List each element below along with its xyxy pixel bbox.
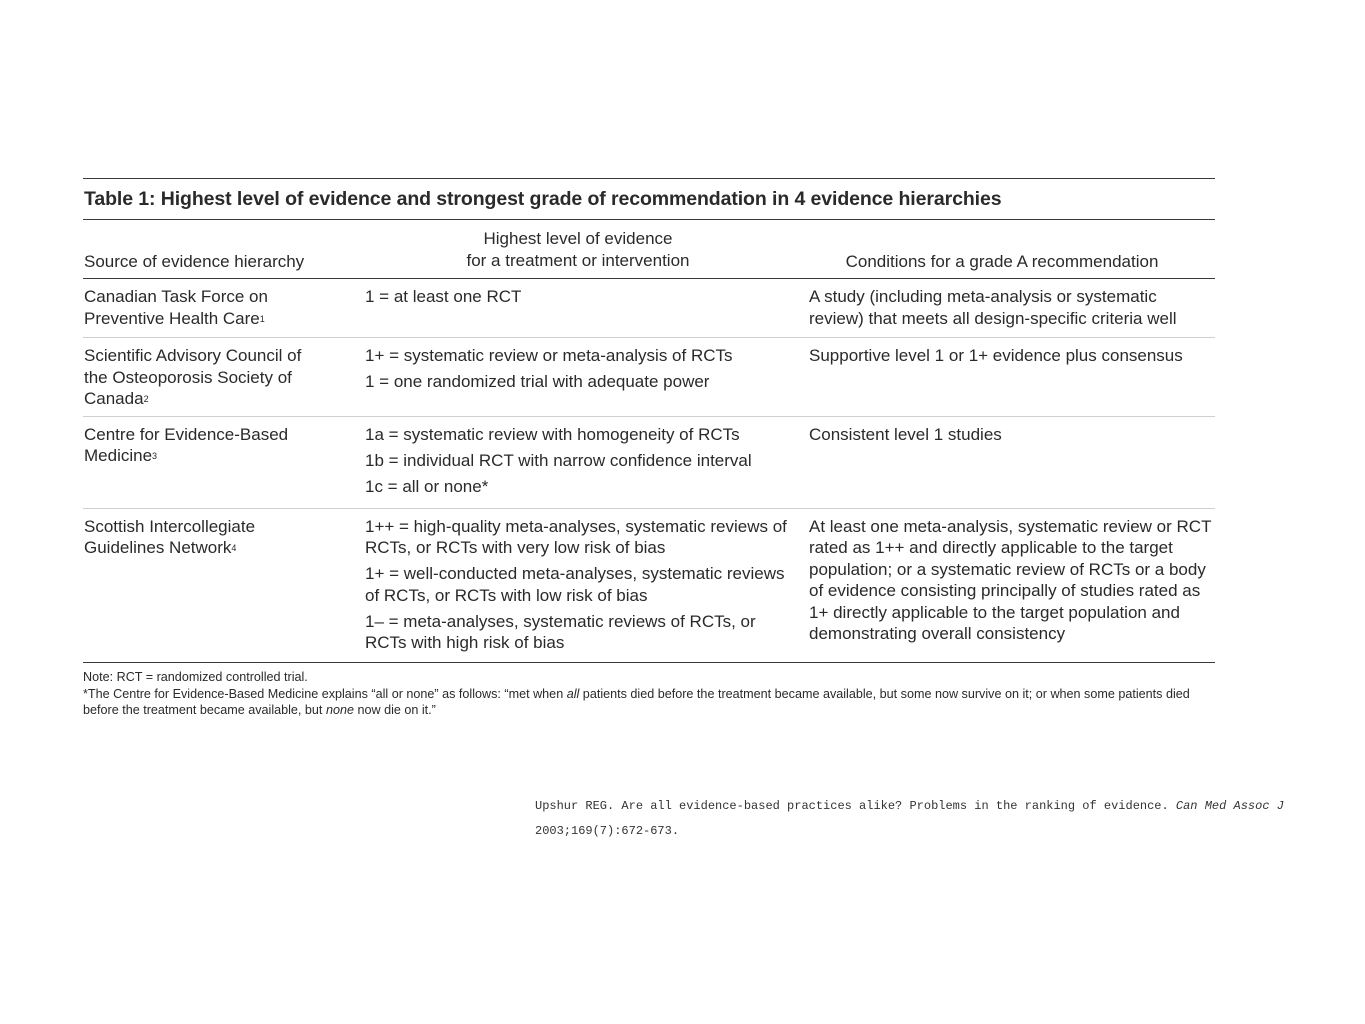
level-entry: 1++ = high-quality meta-analyses, systematic reviews of RCTs, or RCTs with very low risk of bias [365, 516, 787, 557]
source-cell: Centre for Evidence-Based Medicine$^3$ [84, 424, 289, 465]
level-entry: 1 = at least one RCT [365, 287, 522, 306]
level-cell [365, 286, 809, 329]
citation [535, 794, 1295, 844]
evidence-table [83, 178, 1215, 719]
reference-marker: 3 [152, 451, 158, 461]
header-level [365, 228, 809, 272]
level-entry: 1b = individual RCT with narrow confidence interval [365, 450, 752, 470]
note-abbreviation: Note: RCT = randomized controlled trial. [83, 670, 308, 684]
level-cell [365, 516, 809, 659]
table-notes [83, 663, 1215, 719]
source-cell: Scientific Advisory Council of the Osteoporosis Society of Canada$^2$ [84, 346, 302, 408]
reference-marker: 4 [231, 543, 237, 553]
citation-text: Upshur REG. Are all evidence-based practices alike? Problems in the ranking of evidence. [535, 799, 1176, 813]
table-title: Table 1: Highest level of evidence and strongest grade of recommendation in 4 evidence hierarchies [84, 188, 1002, 210]
level-entry: 1 = one randomized trial with adequate power [365, 372, 710, 391]
reference-marker: 2 [143, 394, 149, 404]
conditions-cell: Consistent level 1 studies [809, 424, 1002, 444]
note-all-or-none: *The Centre for Evidence-Based Medicine explains “all or none” as follows: “met when all patients died before the treatment became available, but some now survive on it; or when some patients died before the treatment became available, but none now die on it.” [83, 686, 1190, 717]
citation-details: 2003;169(7):672-673. [535, 824, 680, 838]
header-level-line1: Highest level of evidence [483, 229, 673, 248]
reference-marker: 1 [259, 313, 265, 324]
conditions-cell: Supportive level 1 or 1+ evidence plus consensus [809, 346, 1183, 365]
table-row [83, 338, 1215, 416]
header-level-line2: for a treatment or intervention [466, 251, 690, 270]
header-conditions: Conditions for a grade A recommendation [845, 252, 1159, 271]
level-cell [365, 345, 809, 410]
conditions-cell: At least one meta-analysis, systematic review or RCT rated as 1++ and directly applicable to the target population; or a systematic review of RCTs or a body of evidence consisting principally of studies rated as 1+ directly applicable to the target population and demonstrating overall consistency [809, 516, 1212, 643]
level-entry: 1a = systematic review with homogeneity of RCTs [365, 424, 740, 444]
source-cell: Canadian Task Force on Preventive Health Care$^1$ [84, 287, 268, 328]
table-row [83, 509, 1215, 663]
table-header [83, 220, 1215, 278]
header-source: Source of evidence hierarchy [84, 252, 305, 271]
level-cell [365, 424, 809, 502]
citation-journal: Can Med Assoc J [1175, 799, 1284, 813]
table-row [83, 417, 1215, 508]
conditions-cell: A study (including meta-analysis or systematic review) that meets all design-specific criteria well [809, 287, 1177, 328]
source-cell: Scottish Intercollegiate Guidelines Network$^4$ [84, 516, 256, 557]
level-entry: 1c = all or none* [365, 476, 489, 496]
level-entry: 1+ = well-conducted meta-analyses, systematic reviews of RCTs, or RCTs with low risk of bias [365, 564, 785, 605]
table-row [83, 279, 1215, 337]
level-entry: 1+ = systematic review or meta-analysis of RCTs [365, 346, 733, 365]
level-entry: 1– = meta-analyses, systematic reviews of RCTs, or RCTs with high risk of bias [365, 611, 756, 652]
